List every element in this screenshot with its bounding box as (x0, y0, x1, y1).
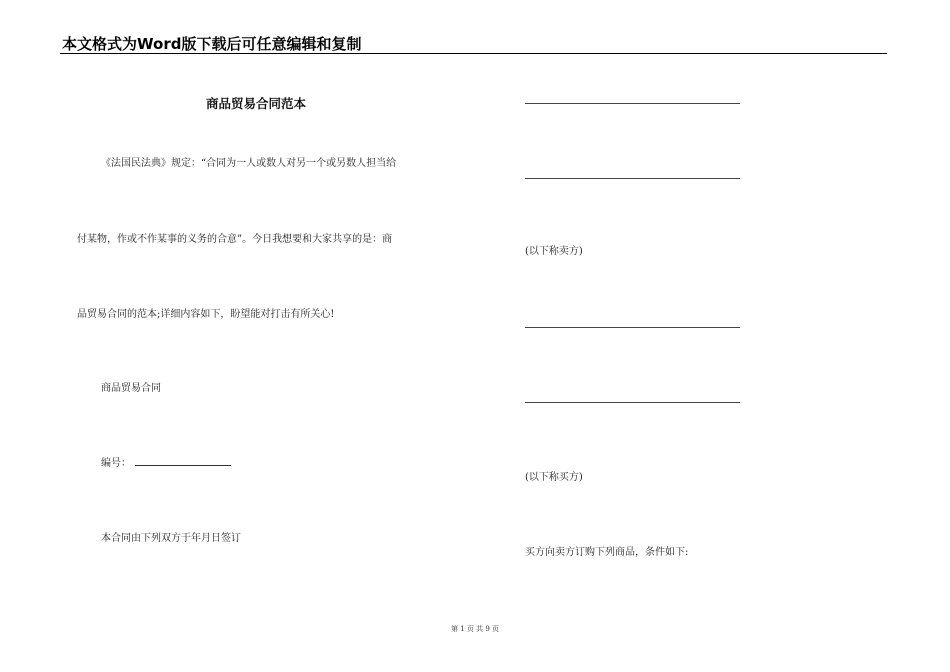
seller-note: (以下称卖方) (525, 246, 583, 257)
contract-number-row (101, 454, 231, 469)
contract-name: 商品贸易合同 (101, 383, 161, 394)
contract-number-label: 编号： (101, 458, 131, 469)
buyer-fill-line-2 (525, 402, 740, 403)
signing-statement: 本合同由下列双方于年月日签订 (101, 533, 241, 544)
purchase-clause: 买方向卖方订购下列商品，条件如下: (525, 547, 689, 558)
contract-number-blank (135, 455, 231, 466)
intro-line-3: 品贸易合同的范本;详细内容如下，盼望能对打击有所关心! (77, 309, 335, 320)
intro-line-2: 付某物，作或不作某事的义务的合意”。今日我想要和大家共享的是：商 (77, 234, 393, 245)
page-indicator: 第 1 页 共 9 页 (450, 625, 500, 633)
header-divider (60, 53, 887, 54)
header-banner-text: 本文格式为Word版下载后可任意编辑和复制 (62, 35, 362, 53)
seller-fill-line-1 (525, 103, 740, 104)
seller-fill-line-2 (525, 178, 740, 179)
buyer-fill-line-1 (525, 327, 740, 328)
intro-line-1: 《法国民法典》规定：“合同为一人或数人对另一个或另数人担当给 (101, 158, 397, 169)
document-title: 商品贸易合同范本 (206, 96, 307, 111)
buyer-note: (以下称买方) (525, 472, 583, 483)
